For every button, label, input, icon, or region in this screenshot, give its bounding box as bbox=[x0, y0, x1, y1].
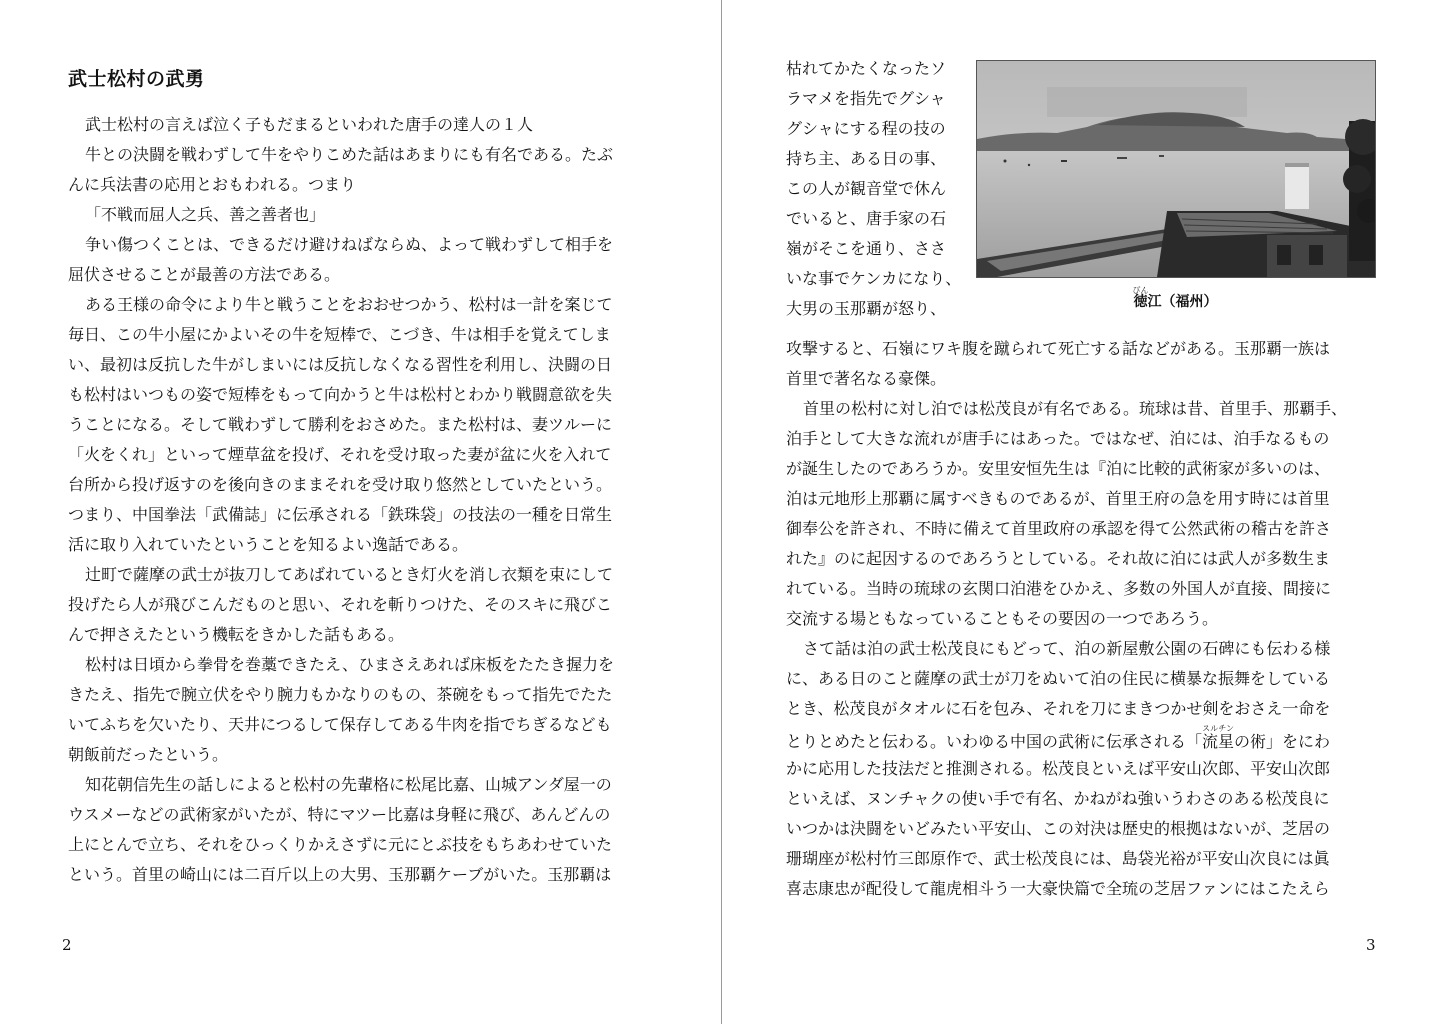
text-line: 毎日、この牛小屋にかよいその牛を短棒で、こづき、牛は相手を覚えてしま bbox=[68, 325, 611, 344]
left-page bbox=[0, 0, 720, 1024]
article-title: 武士松村の武勇 bbox=[68, 68, 205, 90]
text-line: 辻町で薩摩の武士が抜刀してあばれているとき灯火を消し衣類を束にして bbox=[85, 565, 614, 584]
page-gutter bbox=[721, 0, 722, 1024]
text-line: ウスメーなどの武術家がいたが、特にマツー比嘉は身軽に飛び、あんどんの bbox=[68, 805, 611, 824]
text-line: い、最初は反抗した牛がしまいには反抗しなくなる習性を利用し、決闘の日 bbox=[68, 355, 613, 374]
text-line: 台所から投げ返すのを後向きのままそれを受け取り悠然としていたという。 bbox=[68, 475, 613, 494]
text-line: 枯れてかたくなったソ bbox=[786, 59, 947, 78]
text-line: 御奉公を許され、不時に備えて首里政府の承認を得て公然武術の稽古を許さ bbox=[786, 519, 1331, 538]
text-line: うことになる。そして戦わずして勝利をおさめた。また松村は、妻ツルーに bbox=[68, 415, 613, 434]
text-line: 首里の松村に対し泊では松茂良が有名である。琉球は昔、首里手、那覇手、 bbox=[803, 399, 1348, 418]
text-line: 争い傷つくことは、できるだけ避けねばならぬ、よって戦わずして相手を bbox=[85, 235, 614, 254]
text-line: 交流する場ともなっていることもその要因の一つであろう。 bbox=[786, 609, 1219, 628]
text-line: れた』のに起因するのであろうとしている。それ故に泊には武人が多数生ま bbox=[786, 549, 1331, 568]
text-line: んに兵法書の応用とおもわれる。つまり bbox=[68, 175, 357, 194]
text-line: 首里で著名なる豪傑。 bbox=[786, 369, 947, 388]
text-line: かに応用した技法だと推測される。松茂良といえば平安山次郎、平安山次郎 bbox=[786, 759, 1331, 778]
text-line: ある王様の命令により牛と戦うことをおおせつかう、松村は一計を案じて bbox=[85, 295, 613, 314]
text-line: この人が観音堂で休ん bbox=[786, 179, 947, 198]
left-body-text bbox=[68, 110, 658, 890]
text-line: 大男の玉那覇が怒り、 bbox=[786, 299, 947, 318]
text-line: 攻撃すると、石嶺にワキ腹を蹴られて死亡する話などがある。玉那覇一族は bbox=[786, 339, 1331, 358]
photo-figure bbox=[976, 60, 1374, 310]
text-line: さて話は泊の武士松茂良にもどって、泊の新屋敷公園の石碑にも伝わる様 bbox=[803, 639, 1331, 658]
text-line: 武士松村の言えば泣く子もだまるといわれた唐手の達人の１人 bbox=[85, 115, 534, 134]
text-line: が誕生したのであろうか。安里安恒先生は『泊に比較的武術家が多いのは、 bbox=[786, 459, 1331, 478]
page-number: 2 bbox=[62, 936, 72, 954]
text-line: 活に取り入れていたということを知るよい逸話である。 bbox=[68, 535, 469, 554]
text-line: ラマメを指先でグシャ bbox=[786, 89, 946, 108]
text-line: でいると、唐手家の石 bbox=[786, 209, 947, 228]
text-line: つまり、中国拳法「武備誌」に伝承される「鉄珠袋」の技法の一種を日常生 bbox=[68, 505, 613, 524]
text-line: 松村は日頃から拳骨を巻藁できたえ、ひまさえあれば床板をたたき握力を bbox=[85, 655, 614, 674]
harbor-photo bbox=[976, 60, 1376, 278]
text-line: 上にとんで立ち、それをひっくりかえさずに元にとぶ技をもちあわせていた bbox=[68, 835, 613, 854]
text-line: 喜志康忠が配役して龍虎相斗う一大豪快篇で全琉の芝居ファンにはこたえら bbox=[786, 879, 1330, 898]
text-line: 珊瑚座が松村竹三郎原作で、武士松茂良には、島袋光裕が平安山次良には眞 bbox=[786, 849, 1330, 868]
text-line: 知花朝信先生の話しによると松村の先輩格に松尾比嘉、山城アンダ屋一の bbox=[85, 775, 612, 794]
text-line-with-ruby: とりとめたと伝わる。いわゆる中国の武術に伝承される「流星スルチンの術」をにわ bbox=[786, 724, 1331, 751]
text-line: きたえ、指先で腕立伏をやり腕力もかなりのもの、茶碗をもって指先でたた bbox=[68, 685, 613, 704]
text-line: んで押さえたという機転をきかした話もある。 bbox=[68, 625, 405, 644]
text-line: 朝飯前だったという。 bbox=[68, 745, 229, 764]
text-line: 「火をくれ」といって煙草盆を投げ、それを受け取った妻が盆に火を入れて bbox=[68, 445, 612, 464]
text-line: 牛との決闘を戦わずして牛をやりこめた話はあまりにも有名である。たぶ bbox=[85, 145, 614, 164]
text-line: いな事でケンカになり、 bbox=[786, 269, 962, 288]
text-line: 泊は元地形上那覇に属すべきものであるが、首里王府の急を用す時には首里 bbox=[786, 489, 1330, 508]
text-line: に、ある日のこと薩摩の武士が刀をぬいて泊の住民に横暴な振舞をしている bbox=[786, 669, 1331, 688]
ruby-term: 流星スルチン bbox=[1202, 724, 1235, 751]
wrapped-text-column bbox=[786, 54, 966, 324]
photo-caption: 徳びん江（福州） bbox=[1132, 286, 1218, 310]
text-line: も松村はいつもの姿で短棒をもって向かうと牛は松村とわかり戦闘意欲を失 bbox=[68, 385, 613, 404]
text-line: 泊手として大きな流れが唐手にはあった。ではなぜ、泊には、泊手なるもの bbox=[786, 429, 1330, 448]
text-line: 投げたら人が飛びこんだものと思い、それを斬りつけた、そのスキに飛びこ bbox=[68, 595, 613, 614]
right-page bbox=[724, 0, 1445, 1024]
text-line: れている。当時の琉球の玄関口泊港をひかえ、多数の外国人が直接、間接に bbox=[786, 579, 1331, 598]
text-line: とき、松茂良がタオルに石を包み、それを刀にまきつかせ剣をおさえ一命を bbox=[786, 699, 1331, 718]
text-line: グシャにする程の技の bbox=[786, 119, 946, 138]
text-line: いつかは決闘をいどみたい平安山、この対決は歴史的根拠はないが、芝居の bbox=[786, 819, 1331, 838]
text-line: 屈伏させることが最善の方法である。 bbox=[68, 265, 341, 284]
page-number: 3 bbox=[1366, 936, 1376, 954]
quote-line: 「不戦而屈人之兵、善之善者也」 bbox=[85, 205, 326, 224]
text-line: といえば、ヌンチャクの使い手で有名、かねがね強いうわさのある松茂良に bbox=[786, 789, 1330, 808]
text-line: という。首里の崎山には二百斤以上の大男、玉那覇ケーブがいた。玉那覇は bbox=[68, 865, 612, 884]
caption-ruby: 徳びん bbox=[1132, 286, 1149, 310]
text-line: いてふちを欠いたり、天井につるして保存してある牛肉を指でちぎるなども bbox=[68, 715, 612, 734]
text-line: 持ち主、ある日の事、 bbox=[786, 149, 947, 168]
right-body-text bbox=[786, 334, 1372, 904]
text-line: 嶺がそこを通り、ささ bbox=[786, 239, 947, 258]
